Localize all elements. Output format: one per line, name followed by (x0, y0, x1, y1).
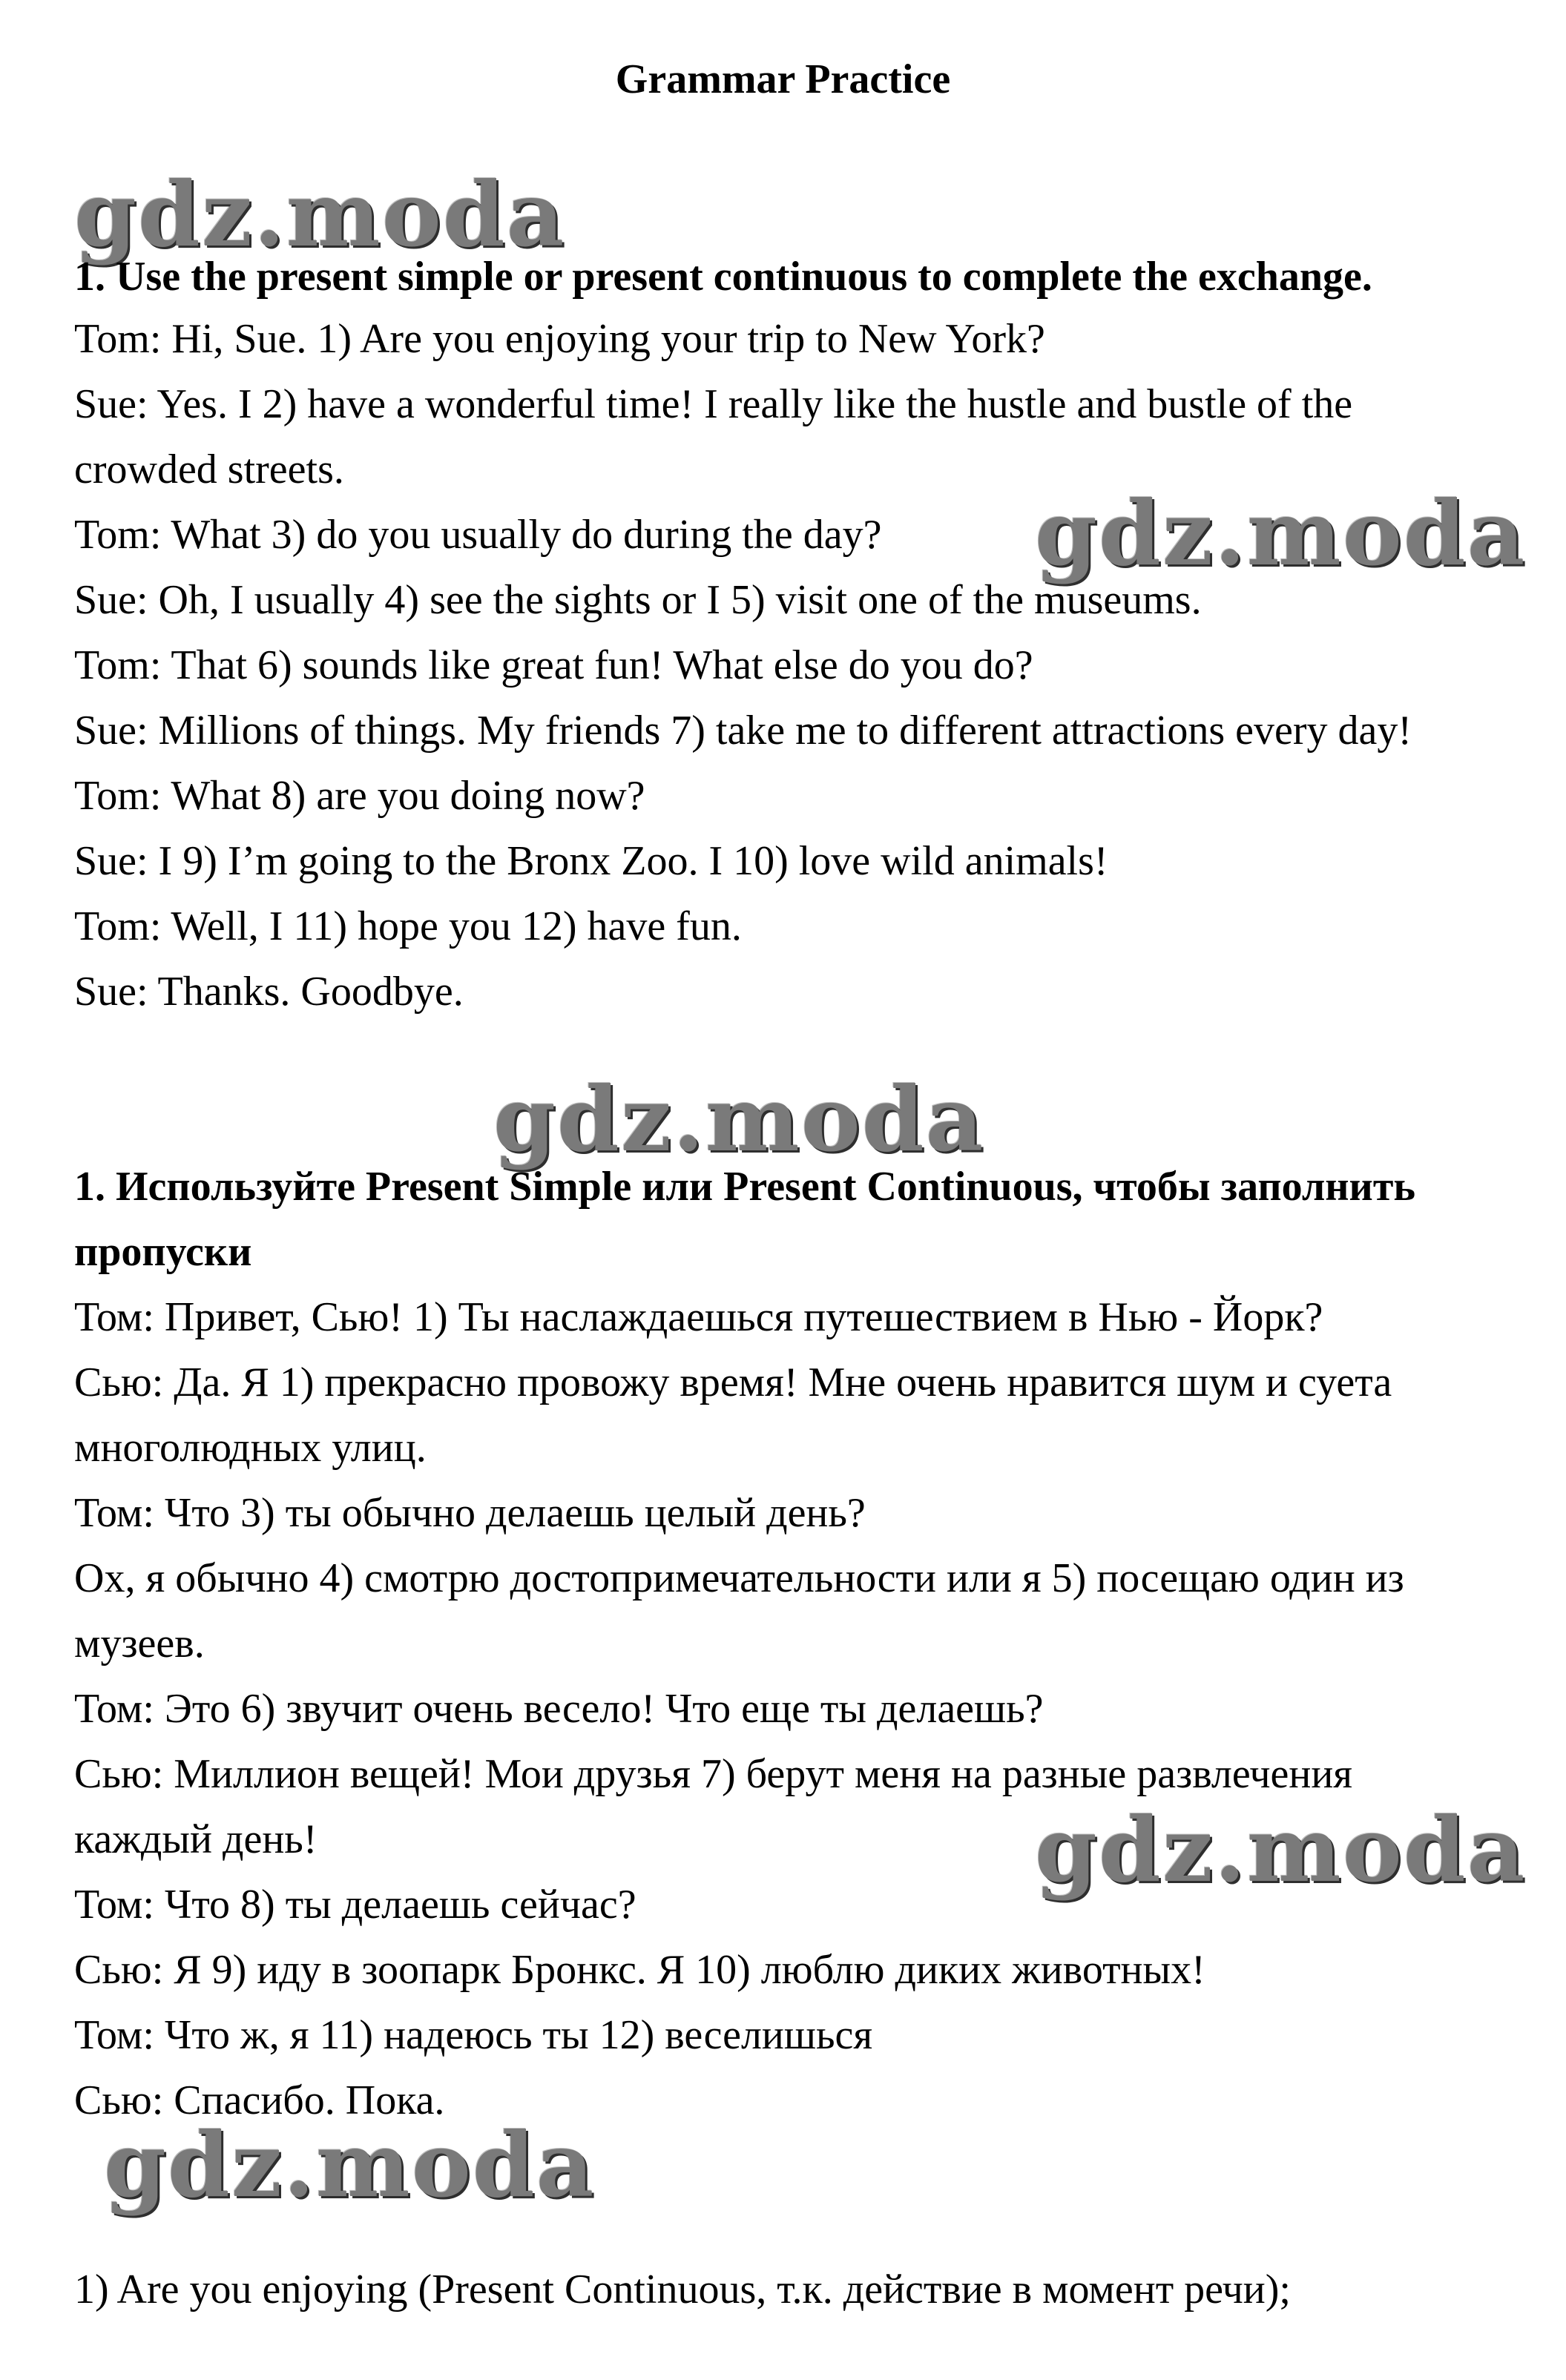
russian-line: Сью: Я 9) иду в зоопарк Бронкс. Я 10) люблю диких животных! (74, 1947, 1205, 1993)
watermark-logo: gdz.moda (1035, 1798, 1527, 1902)
english-heading: 1. Use the present simple or present continuous to complete the exchange. (74, 254, 1372, 300)
russian-line: Том: Что 3) ты обычно делаешь целый день? (74, 1490, 866, 1536)
russian-line: Сью: Спасибо. Пока. (74, 2077, 445, 2123)
answer-line: 1) Are you enjoying (Present Continuous, т.к. действие в момент речи); (74, 2267, 1291, 2313)
english-line: Tom: Well, I 11) hope you 12) have fun. (74, 903, 742, 949)
russian-line: Том: Это 6) звучит очень весело! Что еще ты делаешь? (74, 1686, 1044, 1732)
russian-line: многолюдных улиц. (74, 1425, 427, 1471)
russian-line: Том: Что ж, я 11) надеюсь ты 12) веселишься (74, 2012, 873, 2058)
russian-line: Том: Привет, Сью! 1) Ты наслаждаешься путешествием в Нью - Йорк? (74, 1294, 1323, 1340)
russian-line: Том: Что 8) ты делаешь сейчас? (74, 1882, 636, 1928)
russian-line: Ох, я обычно 4) смотрю достопримечательности или я 5) посещаю один из (74, 1555, 1404, 1601)
english-line: Tom: Hi, Sue. 1) Are you enjoying your trip to New York? (74, 316, 1045, 362)
watermark-logo: gdz.moda (104, 2113, 596, 2218)
russian-heading: 1. Используйте Present Simple или Present Continuous, чтобы заполнить (74, 1164, 1415, 1210)
watermark-logo: gdz.moda (74, 162, 566, 267)
english-line: Sue: Oh, I usually 4) see the sights or I 5) visit one of the museums. (74, 577, 1202, 623)
russian-line: каждый день! (74, 1816, 318, 1862)
english-line: Tom: What 8) are you doing now? (74, 773, 645, 819)
english-line: Tom: That 6) sounds like great fun! What else do you do? (74, 642, 1033, 688)
page-title: Grammar Practice (615, 56, 951, 102)
russian-heading: пропуски (74, 1229, 252, 1275)
english-line: Sue: Thanks. Goodbye. (74, 969, 464, 1015)
english-line: Sue: Yes. I 2) have a wonderful time! I really like the hustle and bustle of the (74, 381, 1353, 427)
watermark-logo: gdz.moda (493, 1067, 985, 1172)
english-line: Sue: I 9) I’m going to the Bronx Zoo. I 10) love wild animals! (74, 838, 1108, 884)
russian-line: Сью: Миллион вещей! Мои друзья 7) берут меня на разные развлечения (74, 1751, 1353, 1797)
english-line: Tom: What 3) do you usually do during the day? (74, 512, 882, 558)
watermark-logo: gdz.moda (1035, 481, 1527, 586)
russian-line: Сью: Да. Я 1) прекрасно провожу время! Мне очень нравится шум и суета (74, 1359, 1392, 1405)
english-line: Sue: Millions of things. My friends 7) take me to different attractions every day! (74, 708, 1412, 754)
english-line: crowded streets. (74, 446, 344, 492)
russian-line: музеев. (74, 1621, 205, 1667)
